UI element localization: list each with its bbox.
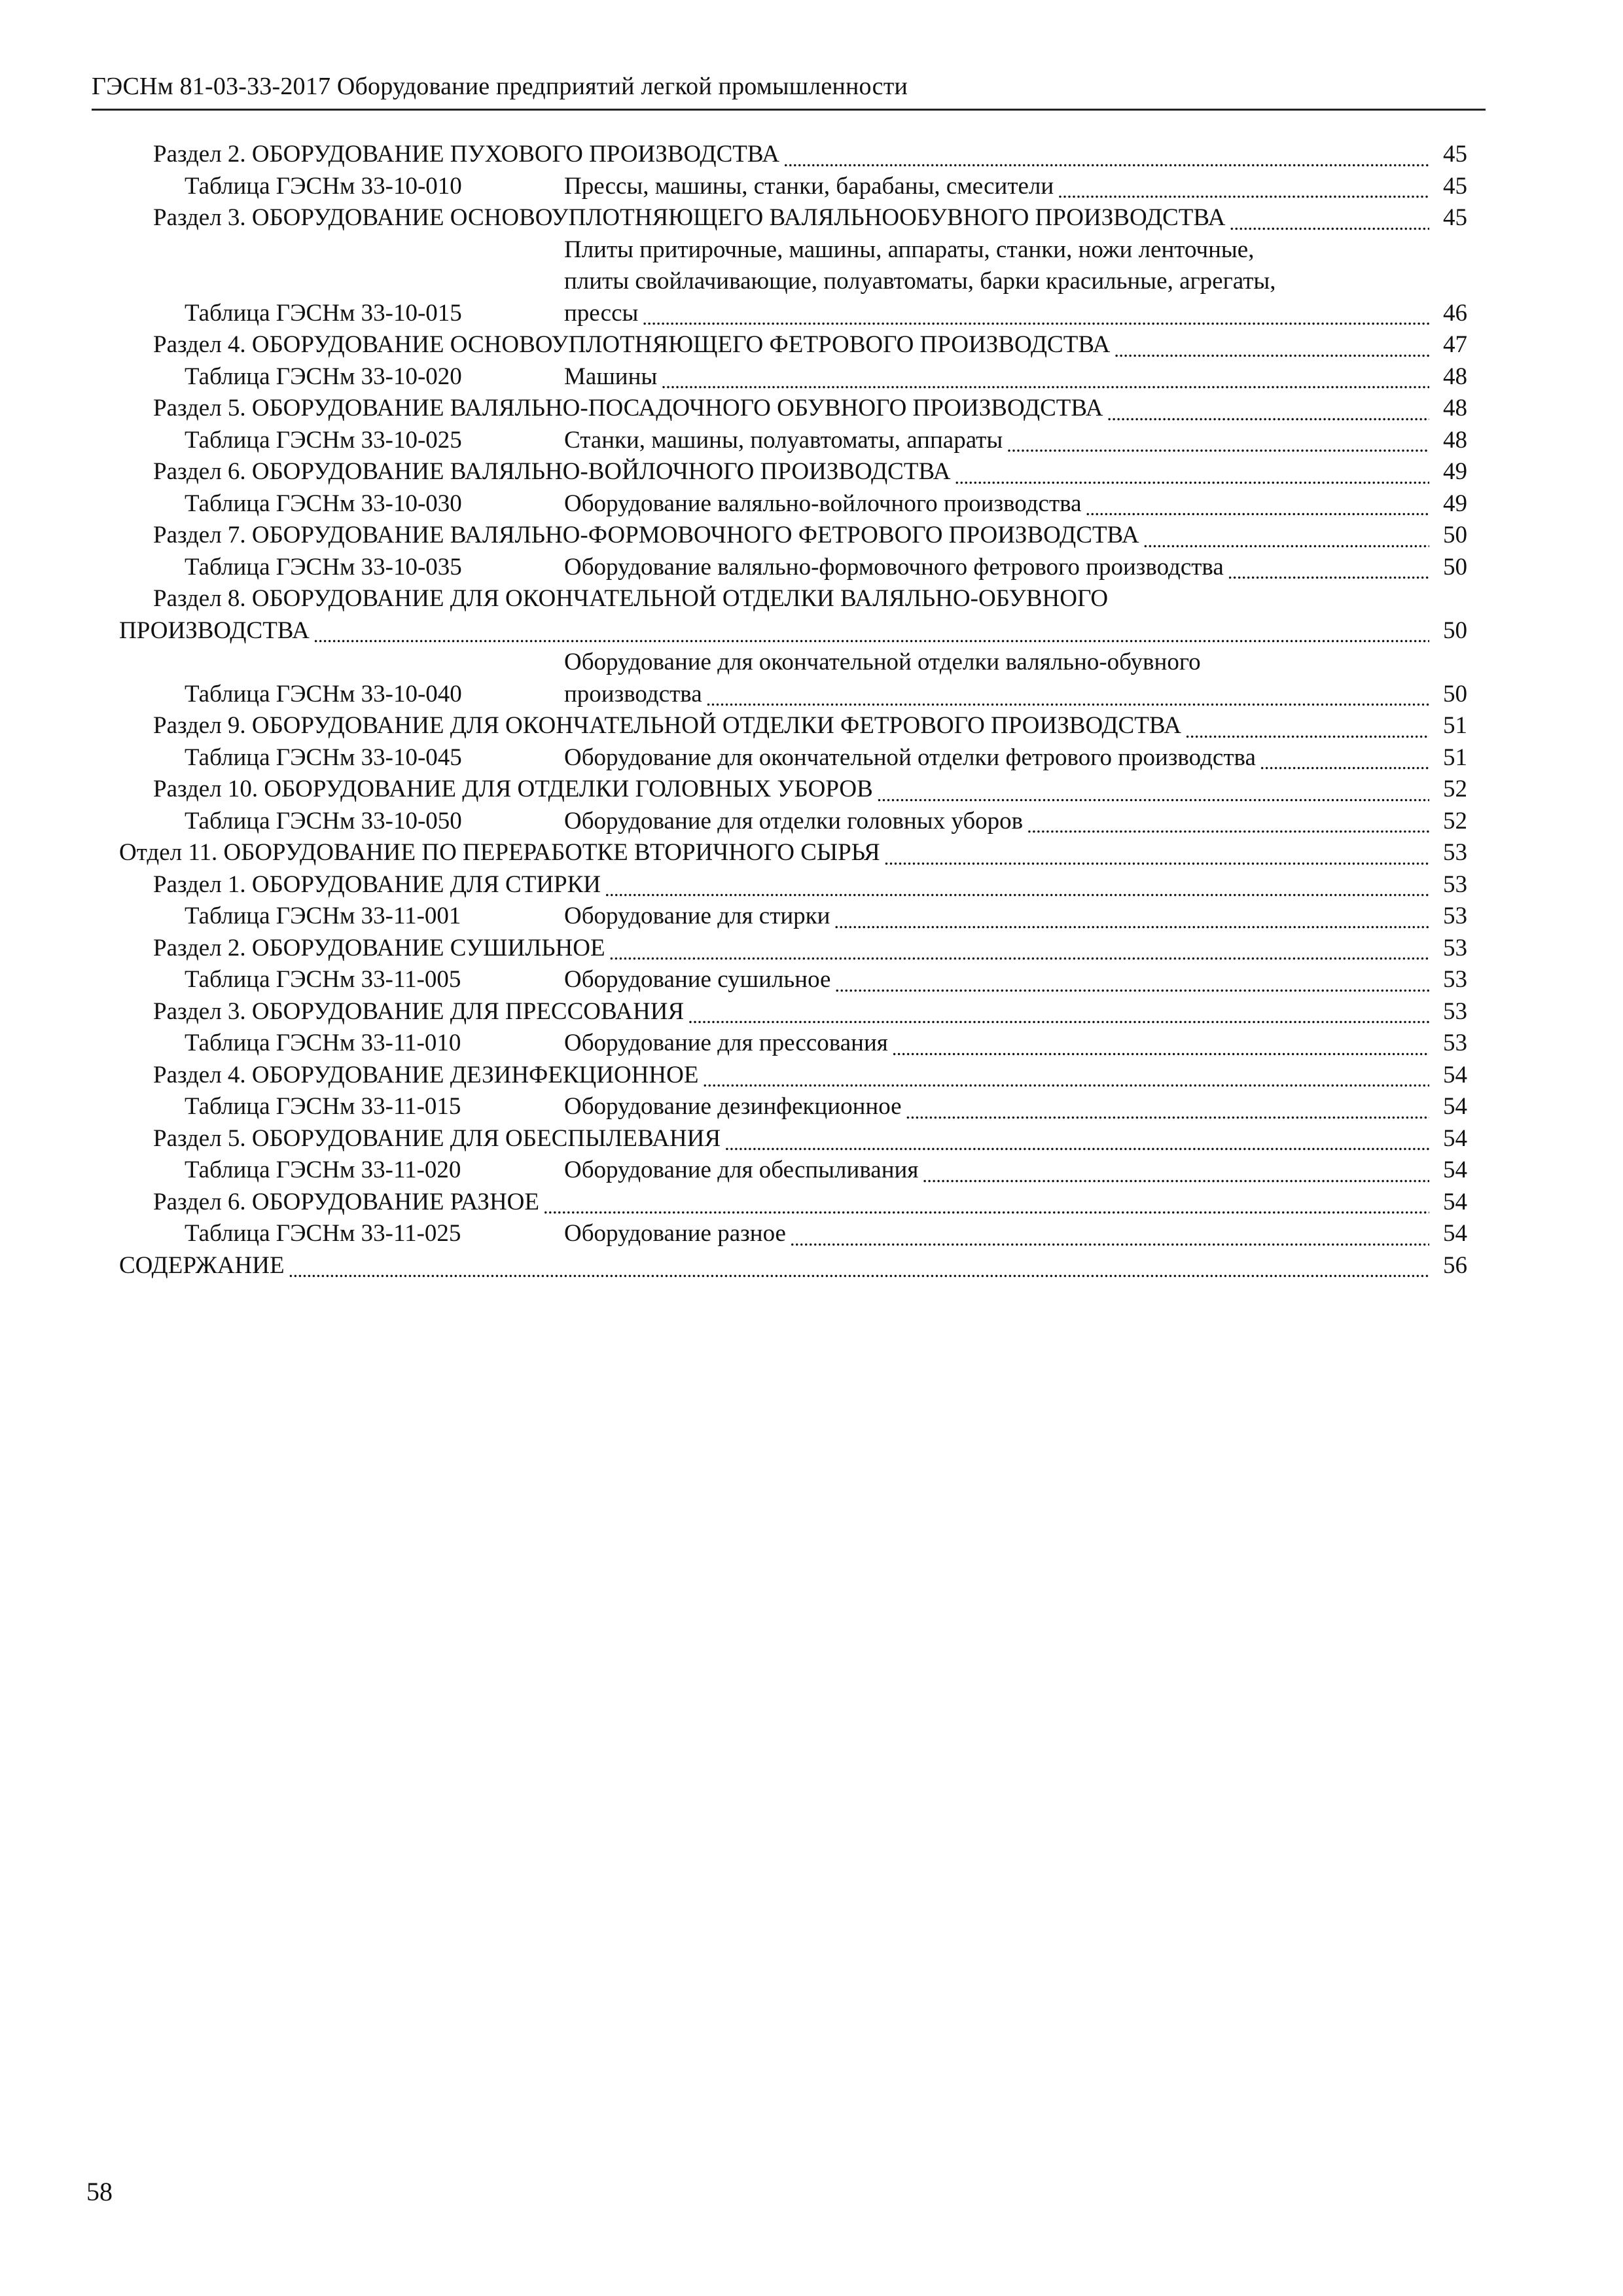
toc-label-text: Раздел 6. ОБОРУДОВАНИЕ ВАЛЯЛЬНО-ВОЙЛОЧНОГО ПРОИЗВОДСТВА [153, 458, 951, 485]
toc-label-text: Раздел 2. ОБОРУДОВАНИЕ СУШИЛЬНОЕ [153, 934, 605, 961]
toc-title-text: Прессы, машины, станки, барабаны, смесители [564, 172, 1054, 200]
toc-section-entry [119, 202, 1467, 234]
toc-table-code: Таблица ГЭСНм 33-11-005 [185, 966, 461, 993]
dot-leader [884, 845, 1429, 869]
toc-table-title [564, 171, 1467, 203]
toc-title-text: Оборудование для стирки [564, 903, 830, 929]
toc-section-label [153, 1123, 1467, 1155]
toc-section-label [153, 329, 1467, 361]
toc-label-last-line [119, 615, 1467, 647]
toc-table-title [564, 488, 1467, 520]
toc-page-number: 51 [1443, 712, 1467, 739]
dot-leader [706, 686, 1429, 710]
toc-title-line: прессы [564, 299, 639, 327]
toc-page-number: 48 [1443, 395, 1467, 422]
toc-page-number: 53 [1443, 839, 1467, 866]
toc-title-text: Машины [564, 363, 658, 390]
toc-table-entry [119, 647, 1467, 710]
toc-table-code: Таблица ГЭСНм 33-10-035 [185, 553, 462, 581]
toc-page-number: 49 [1443, 458, 1467, 485]
toc-table-entry [119, 234, 1467, 330]
dot-leader [783, 147, 1429, 171]
toc-label-text: Раздел 3. ОБОРУДОВАНИЕ ОСНОВОУПЛОТНЯЮЩЕГО ВАЛЯЛЬНООБУВНОГО ПРОИЗВОДСТВА [153, 204, 1226, 231]
toc-page-number: 53 [1443, 934, 1467, 961]
dot-leader [906, 1099, 1429, 1123]
dot-leader [955, 464, 1429, 488]
toc-page-number: 53 [1443, 870, 1467, 898]
toc-table-title [564, 647, 1467, 710]
dot-leader [1107, 401, 1429, 425]
toc-page-number: 54 [1443, 1093, 1467, 1120]
toc-section-entry [119, 774, 1467, 806]
toc-table-entry [119, 1091, 1467, 1123]
toc-title-text: Оборудование дезинфекционное [564, 1093, 902, 1120]
toc-label-text: Раздел 6. ОБОРУДОВАНИЕ РАЗНОЕ [153, 1188, 539, 1215]
toc-table-title [564, 234, 1467, 330]
toc-table-title [564, 1028, 1467, 1060]
toc-table-title [564, 1218, 1467, 1250]
toc-page-number: 50 [1443, 553, 1467, 581]
toc-table-entry [119, 361, 1467, 393]
dot-leader [877, 781, 1429, 806]
toc-section-label [153, 869, 1467, 901]
dot-leader [1058, 178, 1429, 202]
toc-page-number: 47 [1443, 331, 1467, 358]
dot-leader [543, 1194, 1429, 1218]
dot-leader [605, 876, 1429, 901]
toc-table-code: Таблица ГЭСНм 33-10-030 [185, 490, 462, 517]
toc-section-label [153, 1060, 1467, 1092]
toc-title-text: Оборудование валяльно-формовочного фетрового производства [564, 553, 1224, 581]
toc-table-code: Таблица ГЭСНм 33-10-015 [185, 299, 462, 327]
toc-section-entry [119, 1123, 1467, 1155]
toc-title-line: плиты свойлачивающие, полуавтоматы, барки красильные, агрегаты, [564, 268, 1276, 295]
toc-page-number: 48 [1443, 363, 1467, 390]
toc-table-entry [119, 488, 1467, 520]
toc-section-label [153, 202, 1467, 234]
toc-section-label [153, 393, 1467, 425]
toc-table-entry [119, 901, 1467, 933]
dot-leader [1185, 718, 1429, 742]
toc-table-title [564, 425, 1467, 457]
toc-section-entry [119, 1187, 1467, 1219]
toc-section-label [153, 520, 1467, 552]
toc-title-last-line [564, 679, 1467, 711]
toc-table-entry [119, 171, 1467, 203]
toc-page-number: 45 [1443, 172, 1467, 200]
toc-title-last-line [564, 298, 1467, 330]
toc-table-code: Таблица ГЭСНм 33-10-020 [185, 363, 462, 390]
toc-title-text: Оборудование для окончательной отделки фетрового производства [564, 744, 1256, 771]
toc-label-text: Раздел 1. ОБОРУДОВАНИЕ ДЛЯ СТИРКИ [153, 870, 601, 898]
toc-title-text: Оборудование разное [564, 1220, 786, 1247]
toc-section-label [153, 710, 1467, 742]
toc-page-number: 51 [1443, 744, 1467, 771]
toc-page-number: 54 [1443, 1220, 1467, 1247]
dot-leader [702, 1067, 1429, 1091]
toc-page-number: 50 [1443, 522, 1467, 548]
toc-table-title [564, 1155, 1467, 1187]
toc-label-text: Раздел 7. ОБОРУДОВАНИЕ ВАЛЯЛЬНО-ФОРМОВОЧНОГО ФЕТРОВОГО ПРОИЗВОДСТВА [153, 522, 1139, 548]
dot-leader [1114, 337, 1429, 361]
toc-table-entry [119, 1218, 1467, 1250]
dot-leader [892, 1035, 1429, 1060]
toc-label-text: Раздел 4. ОБОРУДОВАНИЕ ДЕЗИНФЕКЦИОННОЕ [153, 1061, 699, 1088]
toc-table-entry [119, 1028, 1467, 1060]
toc-table-title [564, 742, 1467, 774]
toc-table-code: Таблица ГЭСНм 33-10-040 [185, 680, 462, 708]
dot-leader [1027, 813, 1429, 837]
toc-section-entry [119, 1060, 1467, 1092]
toc-label-text: Раздел 5. ОБОРУДОВАНИЕ ДЛЯ ОБЕСПЫЛЕВАНИЯ [153, 1124, 721, 1152]
toc-section-label [153, 774, 1467, 806]
toc-page-number: 52 [1443, 776, 1467, 802]
toc-table-entry [119, 964, 1467, 996]
toc-page-number: 52 [1443, 807, 1467, 834]
toc-section-entry [119, 583, 1467, 647]
dot-leader [790, 1226, 1429, 1250]
toc-section-entry [119, 393, 1467, 425]
toc-label-line: Раздел 8. ОБОРУДОВАНИЕ ДЛЯ ОКОНЧАТЕЛЬНОЙ ОТДЕЛКИ ВАЛЯЛЬНО-ОБУВНОГО [153, 585, 1109, 612]
toc-table-code: Таблица ГЭСНм 33-11-025 [185, 1220, 461, 1247]
toc-title-text: Оборудование для прессования [564, 1030, 888, 1056]
toc-section-entry [119, 869, 1467, 901]
dot-leader [922, 1162, 1429, 1187]
toc-page-number: 49 [1443, 490, 1467, 517]
table-of-contents [119, 139, 1467, 1282]
toc-page-number: 50 [1443, 680, 1467, 708]
toc-page-number: 53 [1443, 1030, 1467, 1056]
toc-label-line: ПРОИЗВОДСТВА [119, 617, 310, 644]
dot-leader [661, 368, 1429, 393]
toc-table-code: Таблица ГЭСНм 33-10-025 [185, 426, 462, 454]
toc-page-number: 53 [1443, 903, 1467, 929]
dot-leader [1229, 210, 1429, 234]
toc-page-number: 45 [1443, 204, 1467, 231]
toc-page-number: 45 [1443, 141, 1467, 168]
dot-leader [834, 908, 1429, 933]
toc-label-text: Отдел 11. ОБОРУДОВАНИЕ ПО ПЕРЕРАБОТКЕ ВТОРИЧНОГО СЫРЬЯ [119, 839, 880, 866]
dot-leader [688, 1003, 1429, 1028]
toc-label-text: Раздел 9. ОБОРУДОВАНИЕ ДЛЯ ОКОНЧАТЕЛЬНОЙ ОТДЕЛКИ ФЕТРОВОГО ПРОИЗВОДСТВА [153, 712, 1181, 739]
toc-table-title [564, 901, 1467, 933]
toc-page-number: 46 [1443, 299, 1467, 327]
toc-page-number: 48 [1443, 426, 1467, 454]
toc-section-entry [119, 933, 1467, 965]
toc-table-title [564, 964, 1467, 996]
toc-page-number: 54 [1443, 1188, 1467, 1215]
dot-leader [289, 1257, 1429, 1282]
toc-title-text: Оборудование для обеспыливания [564, 1157, 919, 1183]
dot-leader [609, 940, 1429, 964]
toc-table-entry [119, 806, 1467, 838]
toc-section-entry [119, 520, 1467, 552]
toc-section-label [153, 456, 1467, 488]
toc-title-text: Оборудование для отделки головных уборов [564, 807, 1024, 834]
toc-section-label [153, 1187, 1467, 1219]
toc-section-entry [119, 456, 1467, 488]
toc-section-label [153, 139, 1467, 171]
toc-contents-entry [119, 1250, 1467, 1282]
toc-section-label [119, 583, 1467, 647]
toc-page-number: 54 [1443, 1157, 1467, 1183]
running-header: ГЭСНм 81-03-33-2017 Оборудование предприятий легкой промышленности [92, 73, 908, 100]
toc-label-text: Раздел 2. ОБОРУДОВАНИЕ ПУХОВОГО ПРОИЗВОДСТВА [153, 141, 779, 168]
dot-leader [313, 622, 1429, 647]
toc-section-entry [119, 139, 1467, 171]
toc-table-entry [119, 742, 1467, 774]
toc-label-text: Раздел 3. ОБОРУДОВАНИЕ ДЛЯ ПРЕССОВАНИЯ [153, 997, 685, 1025]
toc-section-label [119, 837, 1467, 869]
toc-section-label [153, 996, 1467, 1028]
toc-label-text: Раздел 4. ОБОРУДОВАНИЕ ОСНОВОУПЛОТНЯЮЩЕГО ФЕТРОВОГО ПРОИЗВОДСТВА [153, 331, 1111, 358]
header-rule [92, 109, 1486, 111]
toc-table-code: Таблица ГЭСНм 33-11-010 [185, 1030, 461, 1056]
toc-table-title [564, 552, 1467, 584]
toc-table-code: Таблица ГЭСНм 33-11-020 [185, 1157, 461, 1183]
toc-division-entry [119, 837, 1467, 869]
dot-leader [642, 305, 1429, 329]
toc-title-text: Оборудование сушильное [564, 966, 831, 993]
toc-section-entry [119, 996, 1467, 1028]
page-number: 58 [86, 2177, 113, 2206]
toc-title-text: Станки, машины, полуавтоматы, аппараты [564, 426, 1003, 454]
toc-label-text: СОДЕРЖАНИЕ [119, 1251, 285, 1279]
toc-label-text: Раздел 5. ОБОРУДОВАНИЕ ВАЛЯЛЬНО-ПОСАДОЧНОГО ОБУВНОГО ПРОИЗВОДСТВА [153, 395, 1103, 422]
toc-section-entry [119, 329, 1467, 361]
toc-page-number: 56 [1443, 1251, 1467, 1279]
dot-leader [1143, 528, 1429, 552]
toc-title-line: производства [564, 680, 702, 708]
toc-page-number: 53 [1443, 966, 1467, 993]
toc-page-number: 50 [1443, 617, 1467, 644]
toc-table-code: Таблица ГЭСНм 33-10-010 [185, 172, 462, 200]
toc-label-text: Раздел 10. ОБОРУДОВАНИЕ ДЛЯ ОТДЕЛКИ ГОЛОВНЫХ УБОРОВ [153, 776, 873, 802]
toc-table-code: Таблица ГЭСНм 33-10-050 [185, 807, 462, 834]
dot-leader [1007, 432, 1429, 456]
toc-table-code: Таблица ГЭСНм 33-11-015 [185, 1093, 461, 1120]
dot-leader [1228, 559, 1429, 583]
toc-table-entry [119, 425, 1467, 457]
toc-table-code: Таблица ГЭСНм 33-10-045 [185, 744, 462, 771]
toc-table-title [564, 806, 1467, 838]
toc-page-number: 53 [1443, 997, 1467, 1025]
toc-table-title [564, 361, 1467, 393]
toc-title-line: Оборудование для окончательной отделки валяльно-обувного [564, 649, 1201, 675]
toc-page-number: 54 [1443, 1061, 1467, 1088]
toc-title-line: Плиты притирочные, машины, аппараты, станки, ножи ленточные, [564, 236, 1255, 263]
toc-section-entry [119, 710, 1467, 742]
toc-table-entry [119, 1155, 1467, 1187]
toc-table-entry [119, 552, 1467, 584]
dot-leader [1260, 749, 1429, 774]
dot-leader [724, 1130, 1429, 1155]
toc-section-label [153, 933, 1467, 965]
dot-leader [1086, 495, 1429, 520]
toc-section-label [119, 1250, 1467, 1282]
toc-table-code: Таблица ГЭСНм 33-11-001 [185, 903, 461, 929]
toc-table-title [564, 1091, 1467, 1123]
toc-title-text: Оборудование валяльно-войлочного производства [564, 490, 1082, 517]
toc-page-number: 54 [1443, 1124, 1467, 1152]
dot-leader [834, 972, 1429, 996]
